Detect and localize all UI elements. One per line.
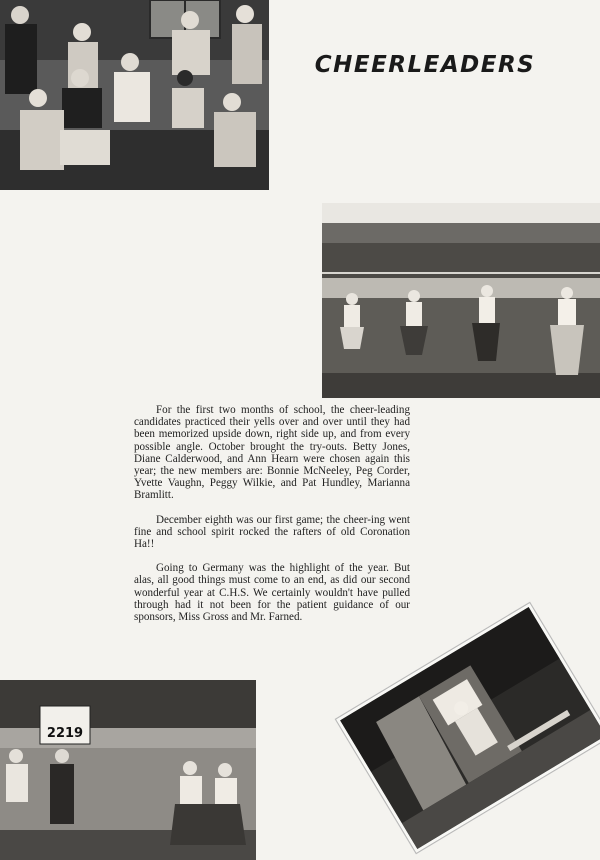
article-paragraph-2: December eighth was our first game; the cheer-ing went fine and school spirit rocked the rafters of old Coronation Ha!!	[134, 513, 410, 551]
scoreboard-photo-image	[0, 680, 256, 860]
gym-photo-image	[322, 203, 600, 398]
article-paragraph-3: Going to Germany was the highlight of the year. But alas, all good things must come to an end, as did our second wonderful year at C.H.S. We certainly wouldn't have pulled through had it not been for the patient guidance of our sponsors, Miss Gross and Mr. Farned.	[134, 562, 410, 624]
stage-photo	[336, 603, 600, 853]
cheerleaders-group-photo	[0, 0, 269, 190]
stage-photo-image	[340, 607, 600, 849]
page-title: CHEERLEADERS	[314, 52, 536, 78]
gym-performance-photo	[322, 203, 600, 398]
scoreboard-digits: 2219	[46, 726, 84, 741]
article-paragraph-1: For the first two months of school, the cheer-leading candidates practiced their yells over and over until they had been memorized upside down, right side up, and from every possible angle. October brought the try-outs. Betty Jones, Diane Calderwood, and Ann Hearn were chosen again this year; the new members are: Bonnie McNeeley, Peg Corder, Yvette Vaughn, Peggy Wilkie, and Pat Hundley, Marianna Bramlitt.	[134, 404, 410, 502]
scoreboard-photo	[0, 680, 256, 860]
group-photo-image	[0, 0, 269, 190]
cheerleaders-article	[134, 404, 410, 635]
